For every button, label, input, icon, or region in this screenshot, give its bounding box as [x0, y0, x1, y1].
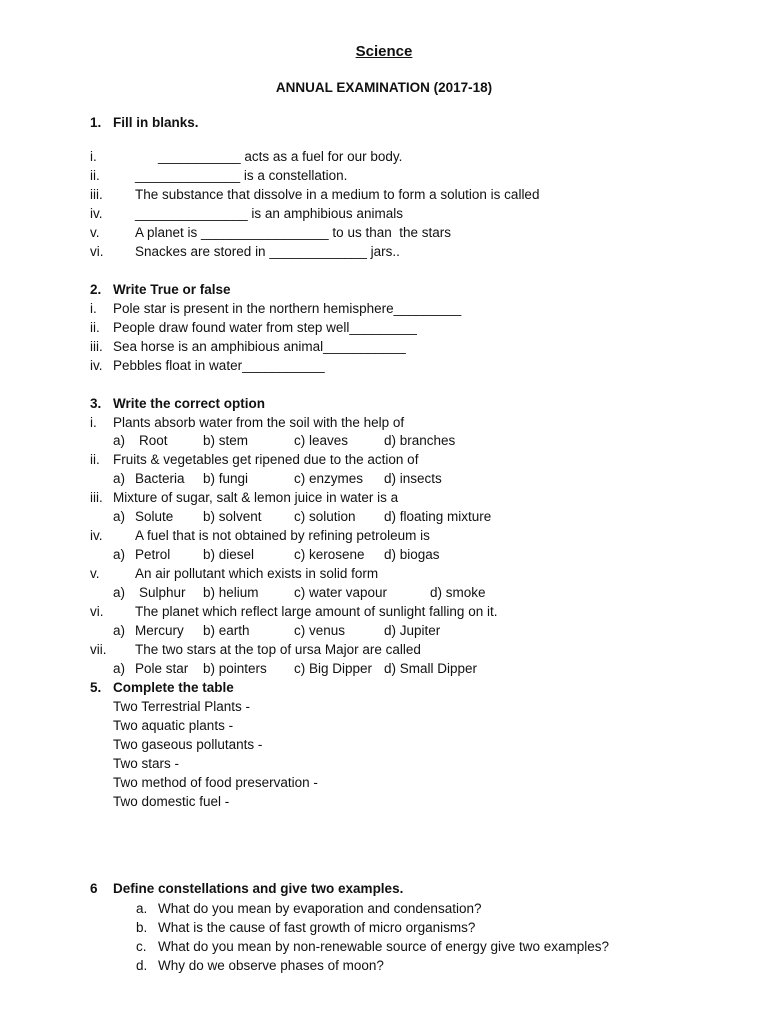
table-row: Two stars -: [113, 756, 180, 771]
option-c: c) water vapour: [294, 585, 388, 600]
q1-heading: Fill in blanks.: [113, 115, 199, 130]
q2-item-roman: ii.: [90, 320, 100, 335]
option-c: c) leaves: [294, 433, 349, 448]
q5-number: 5.: [90, 680, 102, 695]
page-title: Science: [355, 43, 413, 60]
option-letter: a): [113, 661, 126, 676]
q1-item-text: _______________ is an amphibious animals: [135, 206, 403, 221]
table-row: Two method of food preservation -: [113, 775, 318, 790]
q1-item-text: ______________ is a constellation.: [135, 168, 348, 183]
option-b: b) fungi: [203, 471, 249, 486]
q3-heading: Write the correct option: [113, 396, 266, 411]
q3-item-text: The planet which reflect large amount of sunlight falling on it.: [135, 604, 498, 619]
q2-item-text: Pebbles float in water___________: [113, 358, 325, 373]
option-a: Mercury: [135, 623, 184, 638]
q6-number: 6: [90, 881, 98, 896]
q3-item-roman: vi.: [90, 604, 104, 619]
option-d: d) Small Dipper: [384, 661, 478, 676]
option-b: b) diesel: [203, 547, 255, 562]
option-a: Solute: [135, 509, 174, 524]
table-row: Two gaseous pollutants -: [113, 737, 263, 752]
q1-item-text: The substance that dissolve in a medium to form a solution is called: [135, 187, 540, 202]
option-c: c) solution: [294, 509, 356, 524]
option-c: c) enzymes: [294, 471, 364, 486]
q1-item-roman: vi.: [90, 244, 104, 259]
q2-item-roman: i.: [90, 301, 97, 316]
q6-item-letter: d.: [136, 958, 148, 973]
q6-item-letter: c.: [136, 939, 147, 954]
option-d: d) branches: [384, 433, 456, 448]
q1-item-roman: ii.: [90, 168, 100, 183]
table-row: Two Terrestrial Plants -: [113, 699, 251, 714]
q3-item-text: A fuel that is not obtained by refining petroleum is: [135, 528, 430, 543]
q1-item-text: A planet is _________________ to us than the stars: [135, 225, 451, 240]
q6-item-text: What do you mean by evaporation and condensation?: [158, 901, 482, 916]
q3-item-roman: v.: [90, 566, 100, 581]
option-letter: a): [113, 623, 126, 638]
q3-item-roman: ii.: [90, 452, 100, 467]
option-letter: a): [113, 585, 126, 600]
q3-item-roman: vii.: [90, 642, 107, 657]
q6-heading: Define constellations and give two examples.: [113, 881, 404, 896]
q3-item-roman: iv.: [90, 528, 103, 543]
option-letter: a): [113, 509, 126, 524]
option-b: b) helium: [203, 585, 259, 600]
q3-item-text: The two stars at the top of ursa Major are called: [135, 642, 421, 657]
q3-item-roman: i.: [90, 415, 97, 430]
option-c: c) kerosene: [294, 547, 365, 562]
q3-item-text: Mixture of sugar, salt & lemon juice in water is a: [113, 490, 399, 505]
option-a: Pole star: [135, 661, 189, 676]
table-row: Two domestic fuel -: [113, 794, 230, 809]
option-b: b) solvent: [203, 509, 262, 524]
q6-item-letter: b.: [136, 920, 148, 935]
option-c: c) venus: [294, 623, 346, 638]
option-a: Root: [139, 433, 168, 448]
q2-item-roman: iii.: [90, 339, 103, 354]
q5-heading: Complete the table: [113, 680, 234, 695]
q1-item-text: ___________ acts as a fuel for our body.: [158, 149, 403, 164]
option-b: b) pointers: [203, 661, 267, 676]
option-d: d) insects: [384, 471, 442, 486]
q6-item-text: What do you mean by non-renewable source of energy give two examples?: [158, 939, 610, 954]
q1-item-roman: iii.: [90, 187, 103, 202]
option-d: d) Jupiter: [384, 623, 441, 638]
option-letter: a): [113, 433, 126, 448]
q1-item-text: Snackes are stored in _____________ jars..: [135, 244, 400, 259]
q3-item-roman: iii.: [90, 490, 103, 505]
exam-subtitle: ANNUAL EXAMINATION (2017-18): [275, 80, 493, 95]
option-d: d) floating mixture: [384, 509, 492, 524]
q3-item-text: An air pollutant which exists in solid form: [135, 566, 379, 581]
option-b: b) stem: [203, 433, 249, 448]
q2-heading: Write True or false: [113, 282, 231, 297]
q1-item-roman: iv.: [90, 206, 103, 221]
q2-item-text: People draw found water from step well_________: [113, 320, 417, 335]
option-c: c) Big Dipper: [294, 661, 373, 676]
q6-item-text: What is the cause of fast growth of micro organisms?: [158, 920, 476, 935]
q1-item-roman: i.: [90, 149, 97, 164]
q3-number: 3.: [90, 396, 102, 411]
option-a: Bacteria: [135, 471, 185, 486]
q6-item-letter: a.: [136, 901, 148, 916]
q2-item-roman: iv.: [90, 358, 103, 373]
q2-number: 2.: [90, 282, 102, 297]
option-d: d) biogas: [384, 547, 440, 562]
option-letter: a): [113, 547, 126, 562]
q6-item-text: Why do we observe phases of moon?: [158, 958, 384, 973]
option-letter: a): [113, 471, 126, 486]
option-b: b) earth: [203, 623, 250, 638]
q3-item-text: Fruits & vegetables get ripened due to the action of: [113, 452, 419, 467]
option-a: Petrol: [135, 547, 171, 562]
option-d: d) smoke: [430, 585, 486, 600]
q1-number: 1.: [90, 115, 102, 130]
option-a: Sulphur: [139, 585, 186, 600]
q2-item-text: Pole star is present in the northern hemisphere_________: [113, 301, 462, 316]
table-row: Two aquatic plants -: [113, 718, 234, 733]
q2-item-text: Sea horse is an amphibious animal___________: [113, 339, 406, 354]
q1-item-roman: v.: [90, 225, 100, 240]
q3-item-text: Plants absorb water from the soil with the help of: [113, 415, 405, 430]
